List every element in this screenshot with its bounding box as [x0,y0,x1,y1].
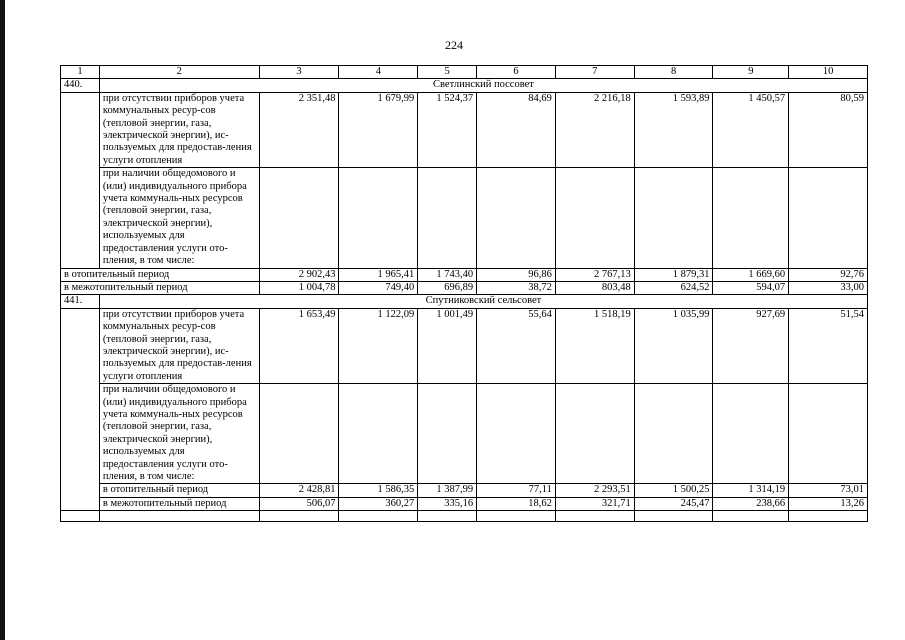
value-cell [555,168,634,268]
value-cell [339,384,418,484]
value-cell [339,168,418,268]
col-num-10: 10 [789,66,868,79]
value-cell: 803,48 [555,281,634,294]
value-cell: 749,40 [339,281,418,294]
table-row [61,268,868,281]
col-num-2: 2 [99,66,259,79]
value-cell: 51,54 [789,308,868,383]
row-label: при отсутствии приборов учета коммунальных ресур-сов (тепловой энергии, газа, электрической энергии), ис-пользуемых для предостав-ления услуги отопления [99,308,259,383]
value-cell: 1 679,99 [339,92,418,167]
value-cell: 1 524,37 [418,92,477,167]
value-cell: 1 122,09 [339,308,418,383]
value-cell [259,384,339,484]
scan-edge-bar [0,0,5,640]
row-label: при наличии общедомового и (или) индивидуального прибора учета коммуналь-ных ресурсов (тепловой энергии, газа, электрической энергии), используемых для предоставления услуги ото-пления, в том числе: [99,168,259,268]
row-label: при наличии общедомового и (или) индивидуального прибора учета коммуналь-ных ресурсов (тепловой энергии, газа, электрической энергии), используемых для предоставления услуги ото-пления, в том числе: [99,384,259,484]
value-cell: 2 293,51 [555,484,634,497]
value-cell: 1 586,35 [339,484,418,497]
value-cell [634,168,713,268]
row-label: в отопительный период [61,268,260,281]
value-cell: 1 314,19 [713,484,789,497]
table-row [61,281,868,294]
spacer-cell [713,511,789,522]
table-bottom-spacer-row [61,511,868,522]
value-cell: 1 001,49 [418,308,477,383]
value-cell: 1 593,89 [634,92,713,167]
value-cell: 245,47 [634,497,713,510]
section-id: 440. [61,79,100,92]
value-cell [789,168,868,268]
table-row [61,497,868,510]
value-cell: 77,11 [477,484,556,497]
section-header-row [61,295,868,308]
value-cell: 1 450,57 [713,92,789,167]
col-num-7: 7 [555,66,634,79]
spacer-cell [61,511,100,522]
spacer-cell [789,511,868,522]
value-cell: 335,16 [418,497,477,510]
value-cell [477,168,556,268]
value-cell: 1 387,99 [418,484,477,497]
value-cell: 1 743,40 [418,268,477,281]
value-cell: 84,69 [477,92,556,167]
value-cell: 80,59 [789,92,868,167]
section-name: Светлинский поссовет [99,79,867,92]
spacer-cell [477,511,556,522]
section-header-row [61,79,868,92]
value-cell: 1 653,49 [259,308,339,383]
col-num-8: 8 [634,66,713,79]
value-cell: 927,69 [713,308,789,383]
value-cell: 92,76 [789,268,868,281]
value-cell: 360,27 [339,497,418,510]
value-cell: 1 035,99 [634,308,713,383]
value-cell [713,384,789,484]
table-row [61,168,868,268]
row-label: в отопительный период [99,484,259,497]
table-row [61,384,868,484]
value-cell: 73,01 [789,484,868,497]
spacer-cell [99,511,259,522]
row-label: в межотопительный период [61,281,260,294]
value-cell: 624,52 [634,281,713,294]
value-cell [259,168,339,268]
value-cell: 18,62 [477,497,556,510]
value-cell [713,168,789,268]
col-num-1: 1 [61,66,100,79]
empty-id-cell [61,92,100,268]
spacer-cell [339,511,418,522]
value-cell: 2 216,18 [555,92,634,167]
empty-id-cell [61,308,100,511]
value-cell: 1 004,78 [259,281,339,294]
col-num-3: 3 [259,66,339,79]
table-row [61,308,868,383]
col-num-4: 4 [339,66,418,79]
value-cell: 96,86 [477,268,556,281]
section-name: Спутниковский сельсовет [99,295,867,308]
column-number-row [61,66,868,79]
table-row [61,92,868,167]
spacer-cell [259,511,339,522]
spacer-cell [634,511,713,522]
value-cell: 1 965,41 [339,268,418,281]
value-cell: 55,64 [477,308,556,383]
row-label: при отсутствии приборов учета коммунальных ресур-сов (тепловой энергии, газа, электрической энергии), ис-пользуемых для предостав-ления услуги отопления [99,92,259,167]
value-cell [418,384,477,484]
value-cell [555,384,634,484]
section-id: 441. [61,295,100,308]
table-row [61,484,868,497]
value-cell: 321,71 [555,497,634,510]
page-number: 224 [445,38,463,52]
value-cell: 1 669,60 [713,268,789,281]
value-cell: 2 767,13 [555,268,634,281]
value-cell [789,384,868,484]
tariff-table [60,65,868,522]
value-cell: 13,26 [789,497,868,510]
value-cell: 696,89 [418,281,477,294]
value-cell: 1 518,19 [555,308,634,383]
col-num-9: 9 [713,66,789,79]
spacer-cell [555,511,634,522]
col-num-6: 6 [477,66,556,79]
value-cell: 1 500,25 [634,484,713,497]
row-label: в межотопительный период [99,497,259,510]
spacer-cell [418,511,477,522]
value-cell: 1 879,31 [634,268,713,281]
value-cell: 33,00 [789,281,868,294]
value-cell: 506,07 [259,497,339,510]
value-cell [477,384,556,484]
value-cell: 238,66 [713,497,789,510]
value-cell [418,168,477,268]
value-cell: 594,07 [713,281,789,294]
col-num-5: 5 [418,66,477,79]
value-cell: 2 902,43 [259,268,339,281]
value-cell [634,384,713,484]
value-cell: 2 428,81 [259,484,339,497]
value-cell: 38,72 [477,281,556,294]
value-cell: 2 351,48 [259,92,339,167]
